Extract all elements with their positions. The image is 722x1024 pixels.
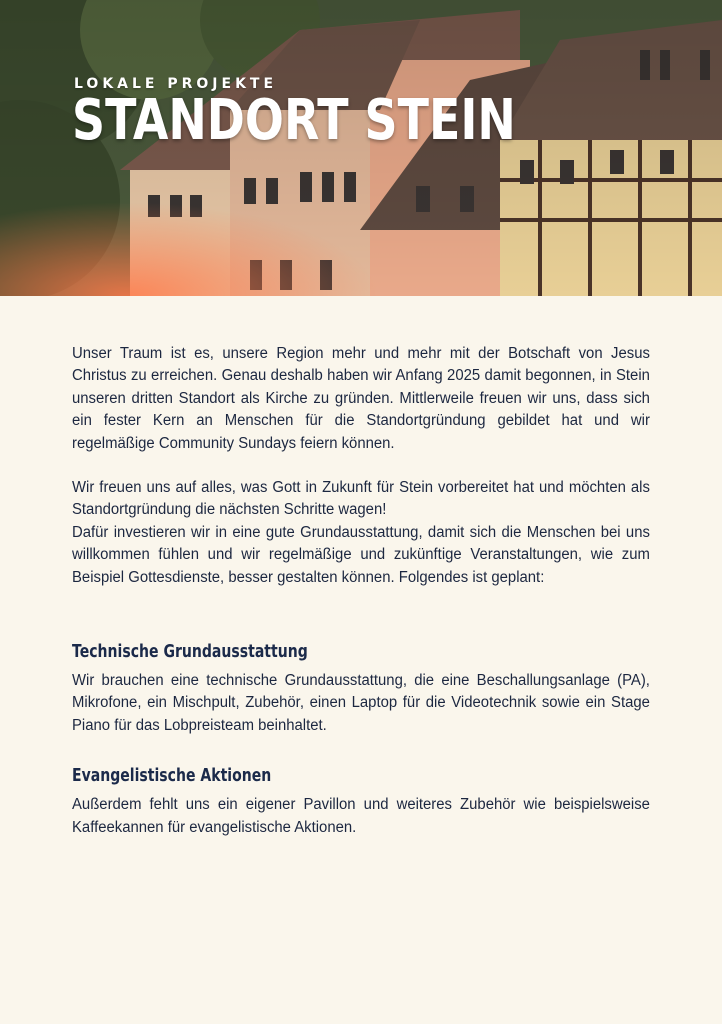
- main-content: [72, 343, 650, 839]
- spacer: [72, 455, 650, 477]
- section-title-technik: Technische Grundausstattung: [72, 641, 308, 663]
- section-kicker: LOKALE PROJEKTE: [74, 76, 278, 92]
- spacer: [72, 737, 650, 765]
- intro-paragraph: Unser Traum ist es, unsere Region mehr und mehr mit der Botschaft von Jesus Christus zu erreichen. Genau deshalb haben wir Anfang 2025 damit begonnen, in Stein unseren dritten Standort als Kirche zu gründen. Mittlerweile freuen wir uns, dass sich ein fester Kern an Menschen für die Standortgründung gebildet hat und wir regelmäßige Community Sundays feiern können.: [72, 345, 650, 452]
- spacer: [72, 786, 650, 794]
- plans-paragraph-1: Wir freuen uns auf alles, was Gott in Zukunft für Stein vorbereitet hat und möchten als Standortgründung die nächsten Schritte wagen!: [72, 479, 650, 519]
- section-title-aktionen: Evangelistische Aktionen: [72, 765, 272, 787]
- spacer: [72, 589, 650, 641]
- section-text-aktionen: Außerdem fehlt uns ein eigener Pavillon und weiteres Zubehör wie beispielsweise Kaffeekannen für evangelistische Aktionen.: [72, 796, 650, 836]
- plans-paragraph-2: Dafür investieren wir in eine gute Grundausstattung, damit sich die Menschen bei uns willkommen fühlen und wir regelmäßige und zukünftige Veranstaltungen, wie zum Beispiel Gottesdienste, besser gestalten können. Folgendes ist geplant:: [72, 523, 650, 586]
- hero-image: [0, 0, 722, 296]
- spacer: [72, 662, 650, 670]
- page-title: STANDORT STEIN: [72, 88, 516, 153]
- section-text-technik: Wir brauchen eine technische Grundausstattung, die eine Beschallungsanlage (PA), Mikrofone, ein Mischpult, Zubehör, einen Laptop für die Videotechnik sowie ein Stage Piano für das Lobpreisteam beinhaltet.: [72, 672, 650, 734]
